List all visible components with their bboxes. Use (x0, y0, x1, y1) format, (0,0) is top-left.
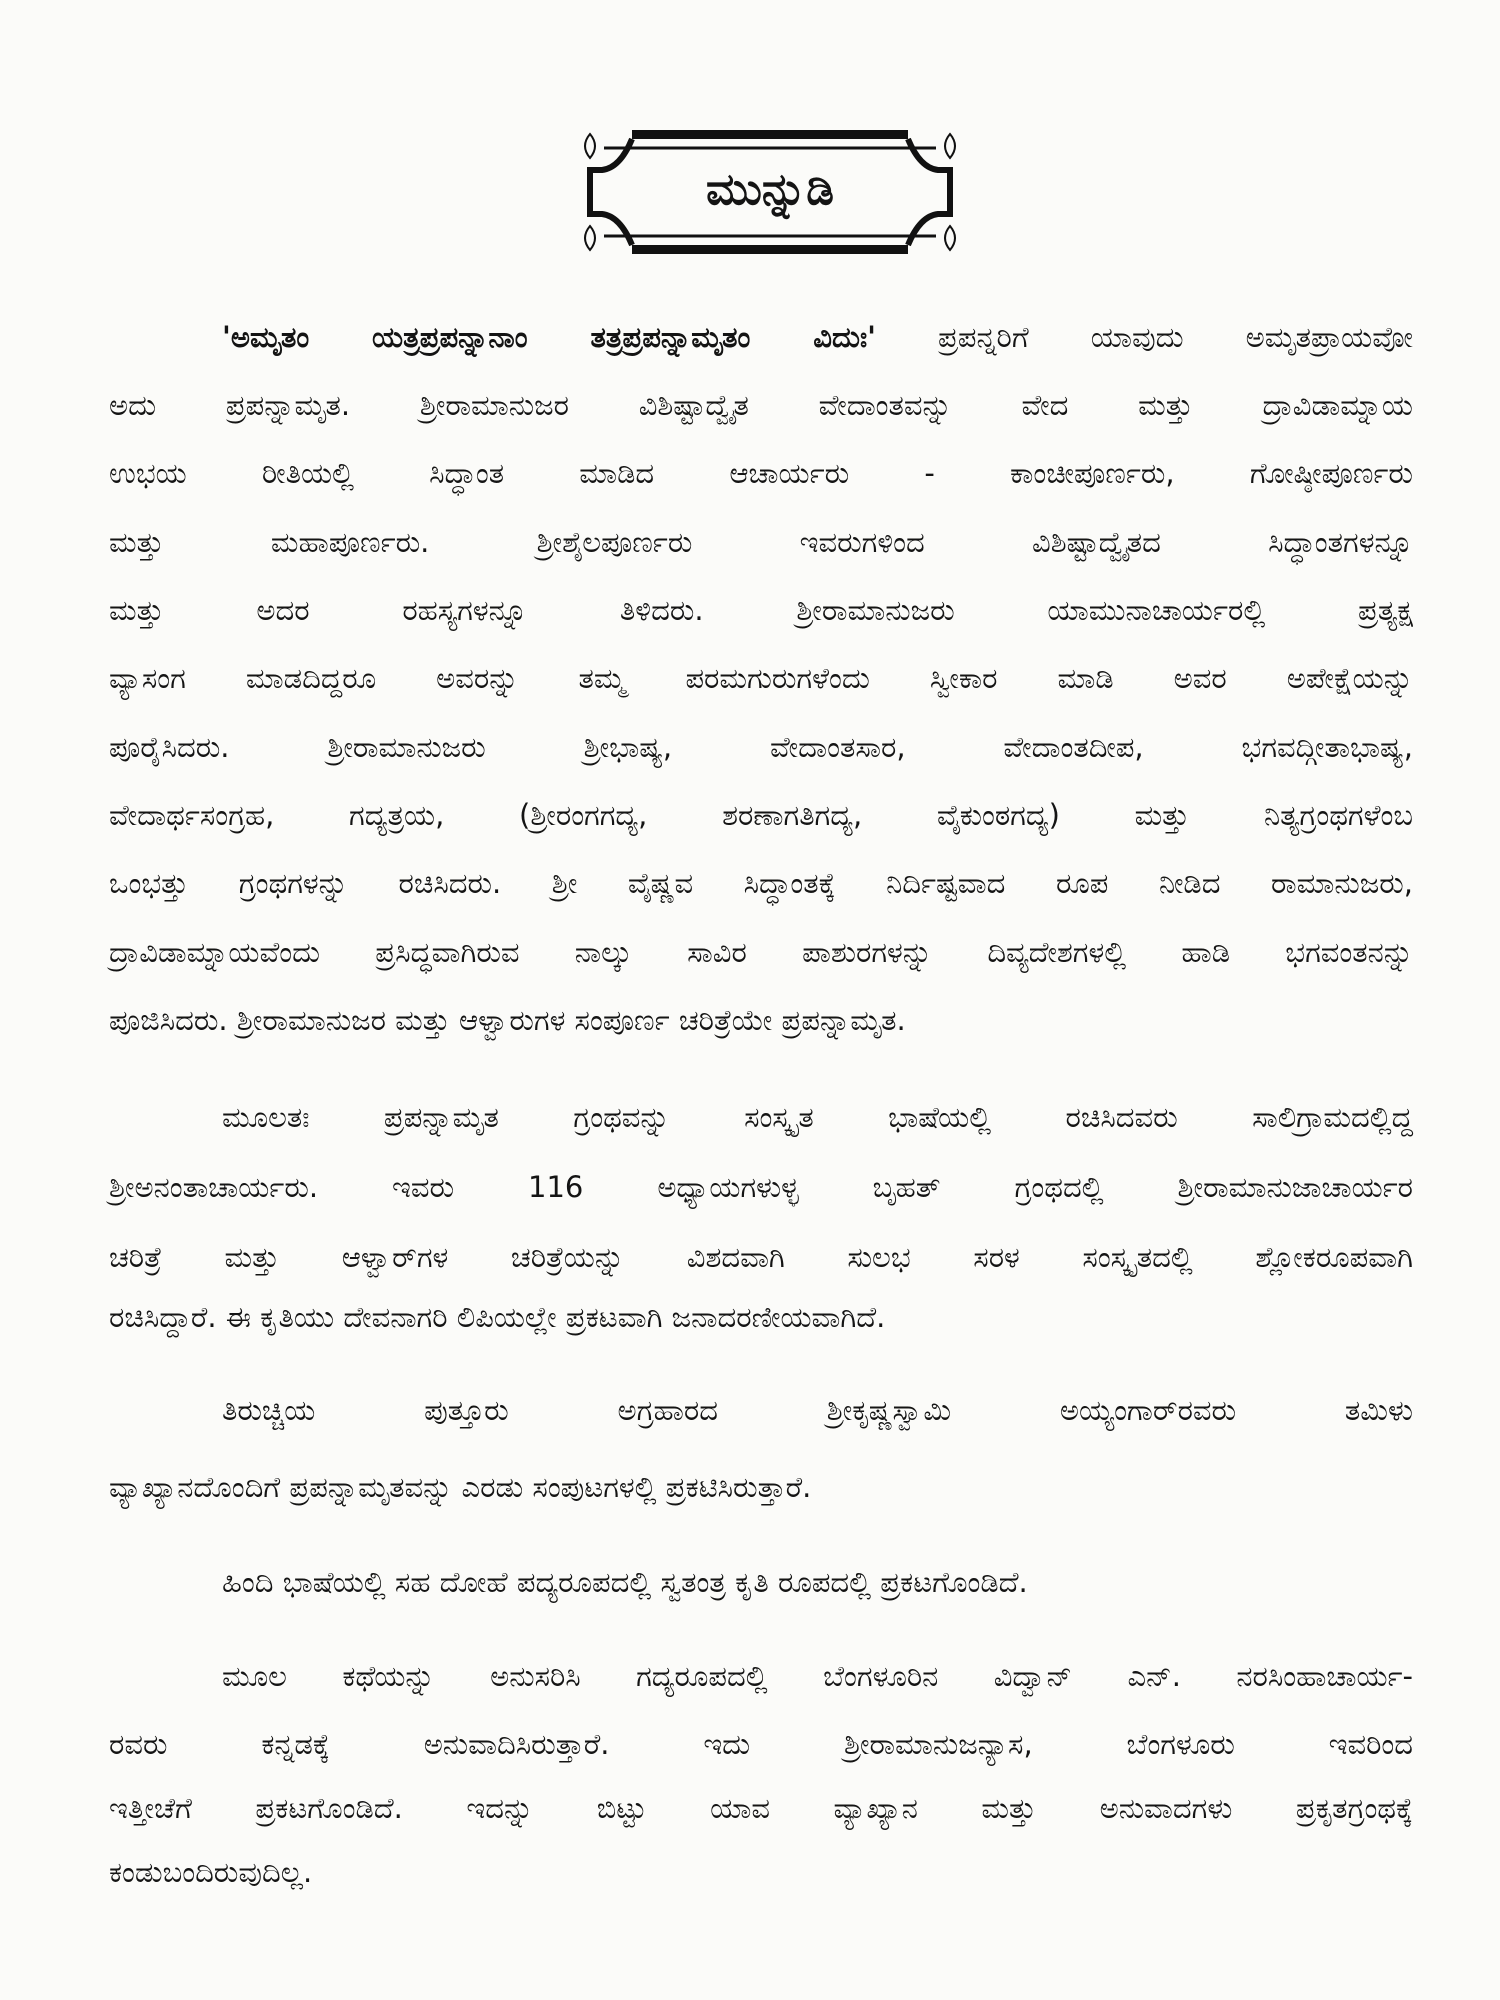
text-line: ಪೂಜಿಸಿದರು. ಶ್ರೀರಾಮಾನುಜರ ಮತ್ತು ಆಳ್ವಾರುಗಳ ಸಂಪೂರ್ಣ ಚರಿತ್ರೆಯೇ ಪ್ರಪನ್ನಾಮೃತ. (109, 1003, 906, 1037)
text-line: ರವರು ಕನ್ನಡಕ್ಕೆ ಅನುವಾದಿಸಿರುತ್ತಾರೆ. ಇದು ಶ್ರೀರಾಮಾನುಜನ್ಯಾಸ, ಬೆಂಗಳೂರು ಇವರಿಂದ (109, 1727, 1413, 1761)
text-line: ಮೂಲತಃ ಪ್ರಪನ್ನಾಮೃತ ಗ್ರಂಥವನ್ನು ಸಂಸ್ಕೃತ ಭಾಷೆಯಲ್ಲಿ ರಚಿಸಿದವರು ಸಾಲಿಗ್ರಾಮದಲ್ಲಿದ್ದ (222, 1100, 1413, 1134)
sanskrit-quote: 'ಅಮೃತಂ ಯತ್ರಪ್ರಪನ್ನಾನಾಂ ತತ್ರಪ್ರಪನ್ನಾಮೃತಂ ವಿದುಃ' (222, 320, 877, 354)
text-line: ಹಿಂದಿ ಭಾಷೆಯಲ್ಲಿ ಸಹ ದೋಹೆ ಪದ್ಯರೂಪದಲ್ಲಿ ಸ್ವತಂತ್ರ ಕೃತಿ ರೂಪದಲ್ಲಿ ಪ್ರಕಟಗೊಂಡಿದೆ. (222, 1565, 1028, 1599)
text-line: ಉಭಯ ರೀತಿಯಲ್ಲಿ ಸಿದ್ಧಾಂತ ಮಾಡಿದ ಆಚಾರ್ಯರು - ಕಾಂಚೀಪೂರ್ಣರು, ಗೋಷ್ಠೀಪೂರ್ಣರು (109, 456, 1413, 490)
text-line: ಕಂಡುಬಂದಿರುವುದಿಲ್ಲ. (109, 1855, 313, 1889)
text-line: ಶ್ರೀಅನಂತಾಚಾರ್ಯರು. ಇವರು 116 ಅಧ್ಯಾಯಗಳುಳ್ಳ ಬೃಹತ್ ಗ್ರಂಥದಲ್ಲಿ ಶ್ರೀರಾಮಾನುಜಾಚಾರ್ಯರ (109, 1170, 1413, 1204)
text-line: ಮೂಲ ಕಥೆಯನ್ನು ಅನುಸರಿಸಿ ಗದ್ಯರೂಪದಲ್ಲಿ ಬೆಂಗಳೂರಿನ ವಿದ್ವಾನ್ ಎನ್. ನರಸಿಂಹಾಚಾರ್ಯ- (222, 1659, 1413, 1693)
text-line: ಚರಿತ್ರೆ ಮತ್ತು ಆಳ್ವಾರ್‌ಗಳ ಚರಿತ್ರೆಯನ್ನು ವಿಶದವಾಗಿ ಸುಲಭ ಸರಳ ಸಂಸ್ಕೃತದಲ್ಲಿ ಶ್ಲೋಕರೂಪವಾಗಿ (109, 1240, 1413, 1274)
text-line: ದ್ರಾವಿಡಾಮ್ನಾಯವೆಂದು ಪ್ರಸಿದ್ಧವಾಗಿರುವ ನಾಲ್ಕು ಸಾವಿರ ಪಾಶುರಗಳನ್ನು ದಿವ್ಯದೇಶಗಳಲ್ಲಿ ಹಾಡಿ ಭಗವಂತನನ್ನು (109, 935, 1413, 969)
line-text: ಪ್ರಪನ್ನರಿಗೆ ಯಾವುದು ಅಮೃತಪ್ರಾಯವೋ (876, 320, 1413, 354)
text-line: ವೇದಾರ್ಥಸಂಗ್ರಹ, ಗದ್ಯತ್ರಯ, (ಶ್ರೀರಂಗಗದ್ಯ, ಶರಣಾಗತಿಗದ್ಯ, ವೈಕುಂಠಗದ್ಯ) ಮತ್ತು ನಿತ್ಯಗ್ರಂಥಗಳೆಂಬ (109, 798, 1413, 832)
text-line: ತಿರುಚ್ಚಿಯ ಪುತ್ತೂರು ಅಗ್ರಹಾರದ ಶ್ರೀಕೃಷ್ಣಸ್ವಾಮಿ ಅಯ್ಯಂಗಾರ್‌ರವರು ತಮಿಳು (222, 1393, 1413, 1427)
text-line: ಪೂರೈಸಿದರು. ಶ್ರೀರಾಮಾನುಜರು ಶ್ರೀಭಾಷ್ಯ, ವೇದಾಂತಸಾರ, ವೇದಾಂತದೀಪ, ಭಗವದ್ಗೀತಾಭಾಷ್ಯ, (109, 730, 1413, 764)
text-line: ಮತ್ತು ಅದರ ರಹಸ್ಯಗಳನ್ನೂ ತಿಳಿದರು. ಶ್ರೀರಾಮಾನುಜರು ಯಾಮುನಾಚಾರ್ಯರಲ್ಲಿ ಪ್ರತ್ಯಕ್ಷ (109, 593, 1413, 627)
text-line: ವ್ಯಾಸಂಗ ಮಾಡದಿದ್ದರೂ ಅವರನ್ನು ತಮ್ಮ ಪರಮಗುರುಗಳೆಂದು ಸ್ವೀಕಾರ ಮಾಡಿ ಅವರ ಅಪೇಕ್ಷೆಯನ್ನು (109, 661, 1413, 695)
page-title: ಮುನ್ನುಡಿ (706, 164, 834, 215)
text-line (222, 317, 1413, 357)
text-line: ವ್ಯಾಖ್ಯಾನದೊಂದಿಗೆ ಪ್ರಪನ್ನಾಮೃತವನ್ನು ಎರಡು ಸಂಪುಟಗಳಲ್ಲಿ ಪ್ರಕಟಿಸಿರುತ್ತಾರೆ. (109, 1470, 812, 1504)
text-line: ಅದು ಪ್ರಪನ್ನಾಮೃತ. ಶ್ರೀರಾಮಾನುಜರ ವಿಶಿಷ್ಟಾದ್ವೈತ ವೇದಾಂತವನ್ನು ವೇದ ಮತ್ತು ದ್ರಾವಿಡಾಮ್ನಾಯ (109, 388, 1413, 422)
text-line: ಒಂಭತ್ತು ಗ್ರಂಥಗಳನ್ನು ರಚಿಸಿದರು. ಶ್ರೀ ವೈಷ್ಣವ ಸಿದ್ಧಾಂತಕ್ಕೆ ನಿರ್ದಿಷ್ಟವಾದ ರೂಪ ನೀಡಿದ ರಾಮಾನುಜರು, (109, 866, 1413, 900)
text-line: ರಚಿಸಿದ್ದಾರೆ. ಈ ಕೃತಿಯು ದೇವನಾಗರಿ ಲಿಪಿಯಲ್ಲೇ ಪ್ರಕಟವಾಗಿ ಜನಾದರಣೀಯವಾಗಿದೆ. (109, 1300, 886, 1334)
text-line: ಇತ್ತೀಚೆಗೆ ಪ್ರಕಟಗೊಂಡಿದೆ. ಇದನ್ನು ಬಿಟ್ಟು ಯಾವ ವ್ಯಾಖ್ಯಾನ ಮತ್ತು ಅನುವಾದಗಳು ಪ್ರಕೃತಗ್ರಂಥಕ್ಕೆ (109, 1791, 1413, 1825)
text-line: ಮತ್ತು ಮಹಾಪೂರ್ಣರು. ಶ್ರೀಶೈಲಪೂರ್ಣರು ಇವರುಗಳಿಂದ ವಿಶಿಷ್ಟಾದ್ವೈತದ ಸಿದ್ಧಾಂತಗಳನ್ನೂ (109, 525, 1413, 559)
